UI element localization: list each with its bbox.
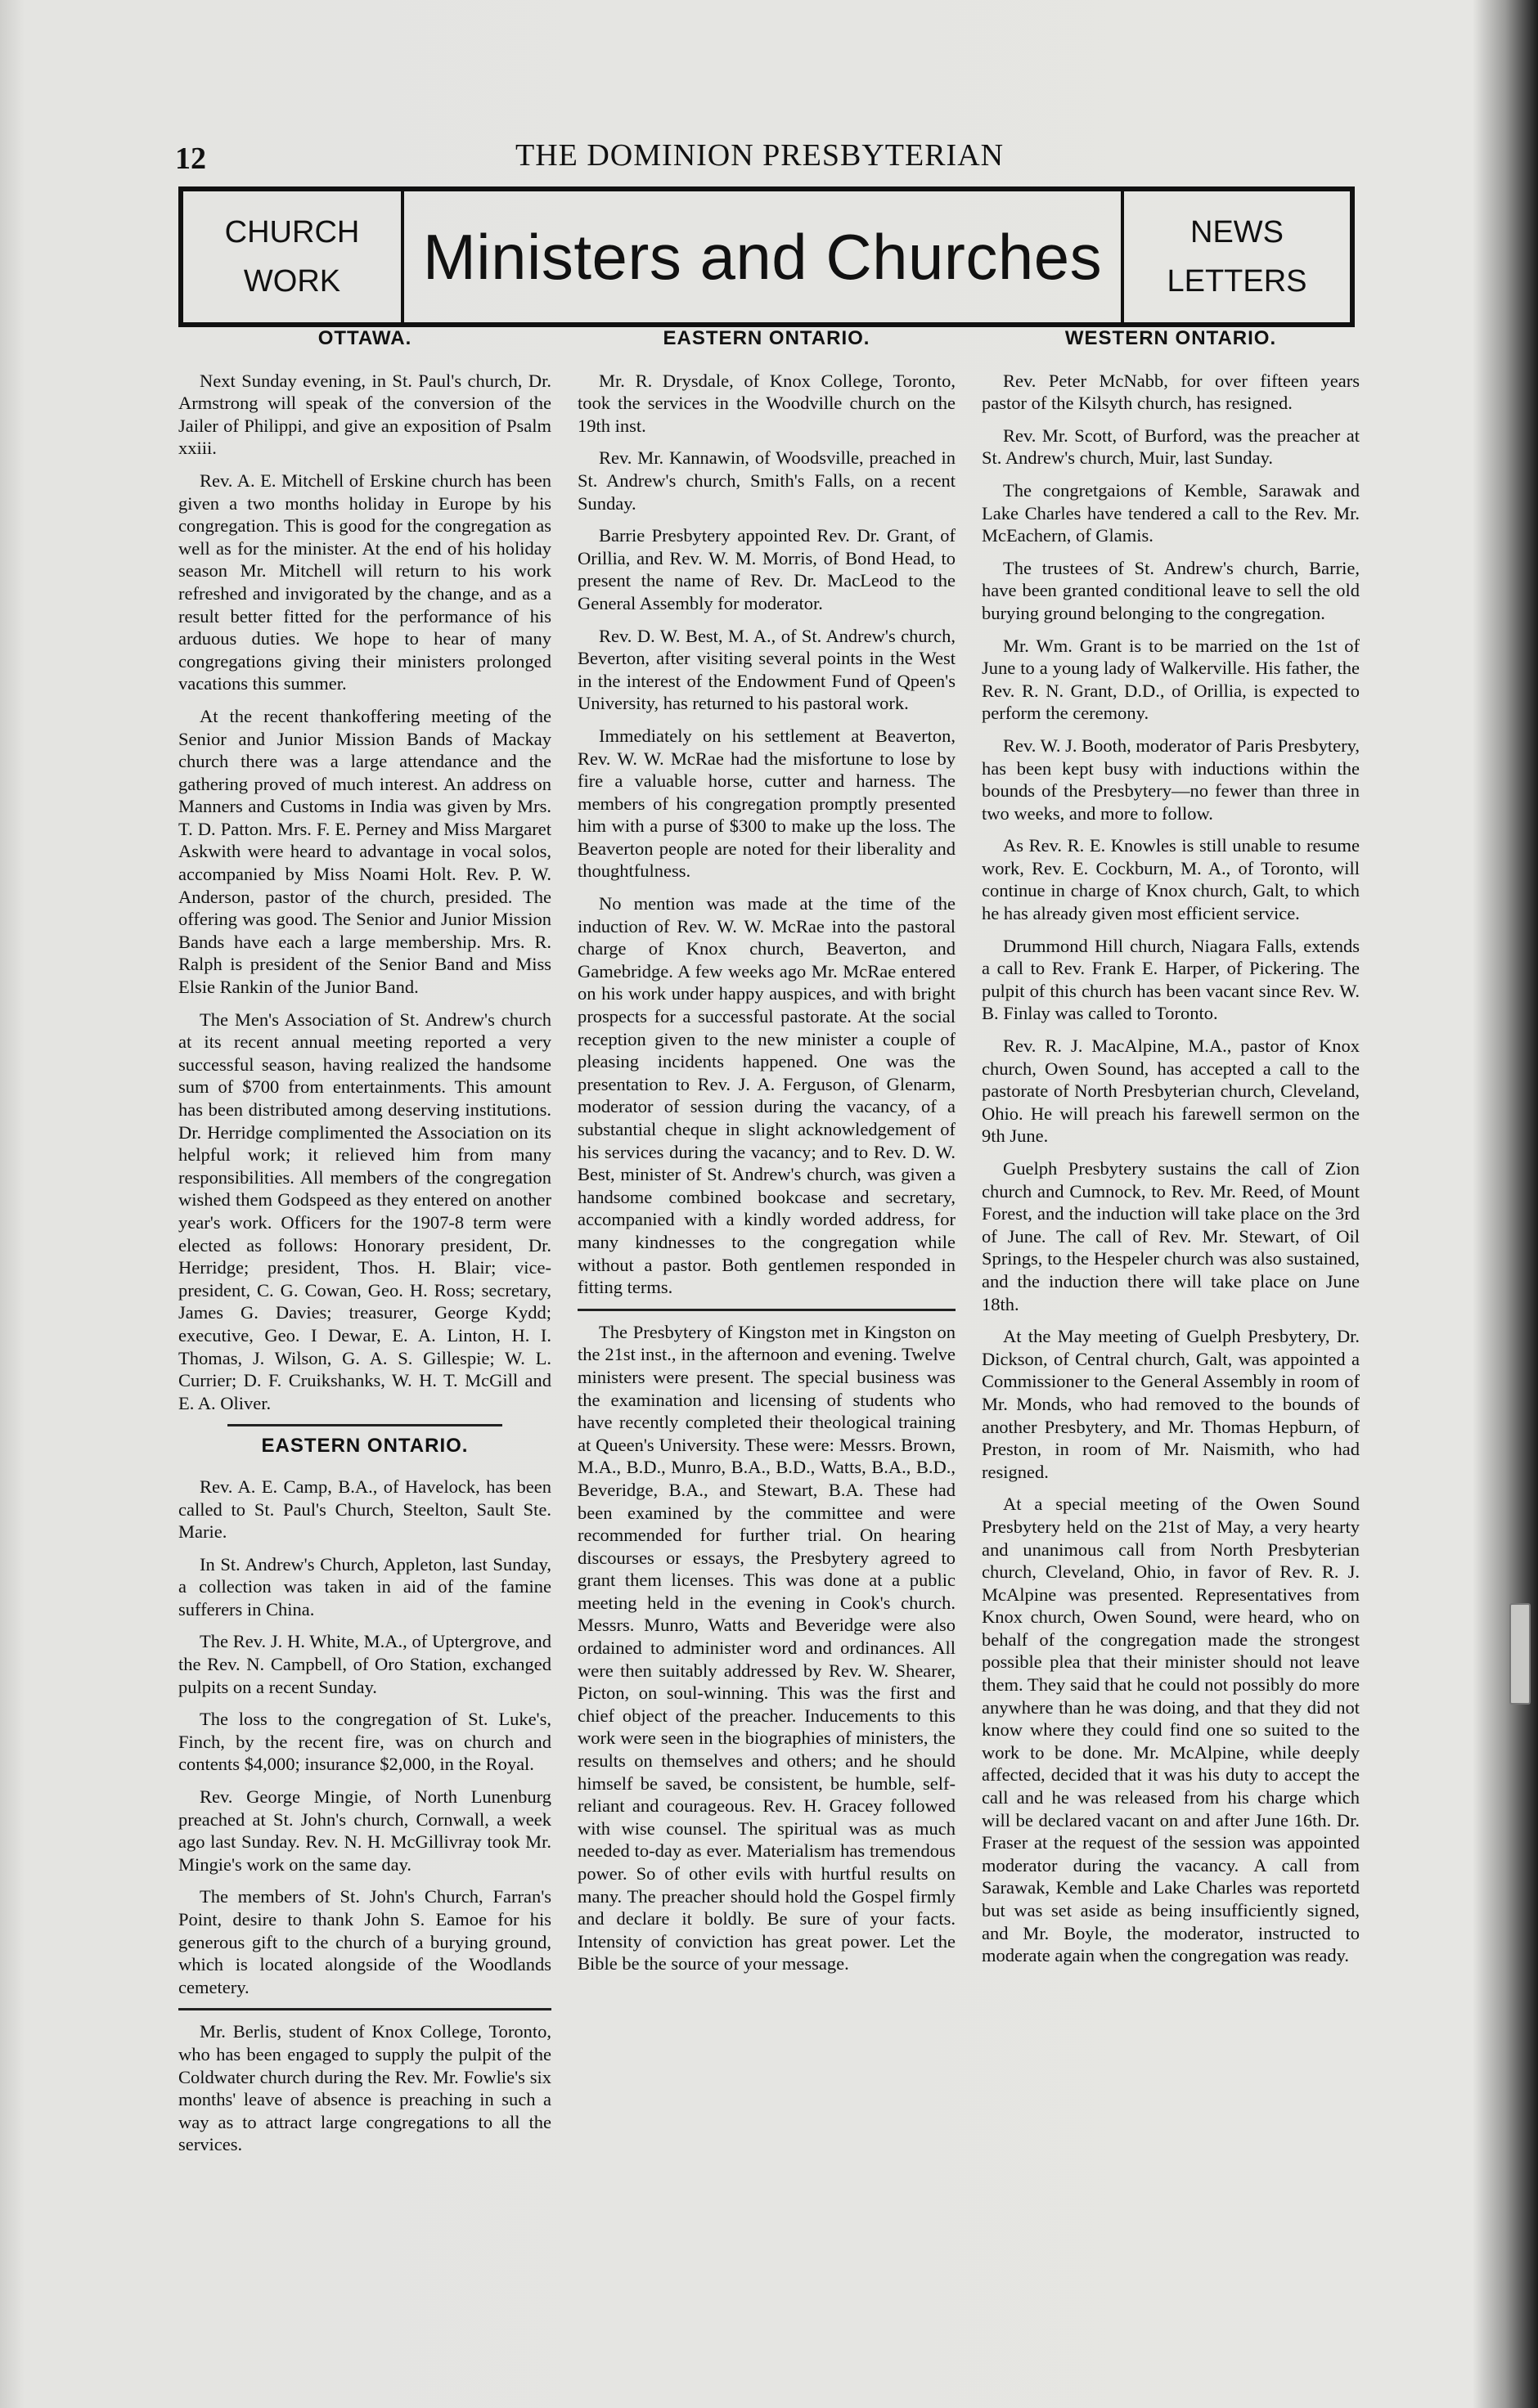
article-paragraph: Mr. R. Drysdale, of Knox College, Toronto, took the services in the Woodville church on the 19th inst. [578,370,956,436]
column-heading: OTTAWA. [317,327,412,349]
banner-title: Ministers and Churches [422,220,1103,293]
article-paragraph: Rev. A. E. Camp, B.A., of Havelock, has been called to St. Paul's Church, Steelton, Sault Ste. Marie. [178,1476,551,1543]
article-paragraph: At the May meeting of Guelph Presbytery, Dr. Dickson, of Central church, Galt, was appointed a Commissioner to the General Assembly in room of Mr. Monds, who had removed to the bounds of another Presbytery, and Mr. Thomas Hepburn, of Preston, in room of Mr. Naismith, who had resigned. [982,1326,1360,1482]
article-paragraph: Rev. D. W. Best, M. A., of St. Andrew's church, Beverton, after visiting several points in the West in the interest of the Endowment Fund of Qpeen's University, has returned to his pastoral work. [578,625,956,714]
article-paragraph: The congretgaions of Kemble, Sarawak and Lake Charles have tendered a call to the Rev. Mr. McEachern, of Glamis. [982,479,1360,546]
banner-right-line-2: LETTERS [1167,264,1307,299]
column-western-ontario [982,327,1360,1977]
article-paragraph: The Rev. J. H. White, M.A., of Uptergrove, and the Rev. N. Campbell, of Oro Station, exchanged pulpits on a recent Sunday. [178,1631,551,1697]
article-paragraph: The Presbytery of Kingston met in Kingston on the 21st inst., in the afternoon and evening. Twelve ministers were present. The special business was the examination and licensing of students who have recently completed their theological training at Queen's University. These were: Messrs. Brown, M.A., B.D., Munro, B.A., B.D., Watts, B.A., B.D., Beveridge, B.A., and Stewart, B.A. These had been examined by the committee and were recommended for further trial. On hearing discourses or essays, the Presbytery agreed to grant them licenses. This was done at a public meeting held in the evening in Cook's church. Messrs. Munro, Watts and Beveridge were also ordained to administer word and ordinances. All were then suitably addressed by Rev. W. Shearer, Picton, on soul-winning. This was the first and chief object of the preacher. Inducements to this work were seen in the biographies of ministers, the results on themselves and others; and he should himself be saved, be consistent, be humble, self-reliant and courageous. Rev. H. Gracey followed with wise counsel. The spiritual was as much needed to-day as ever. Materialism has tremendous power. So of other evils with hurtful results on many. The preacher should hold the Gospel firmly and declare it boldly. Be sure of your facts. Intensity of conviction has great power. Let the Bible be the source of your message. [578,1309,956,1975]
section-banner [178,186,1355,327]
article-paragraph: Mr. Wm. Grant is to be married on the 1st of June to a young lady of Walkerville. His father, the Rev. R. N. Grant, D.D., of Orillia, is expected to perform the ceremony. [982,635,1360,724]
article-paragraph: At the recent thankoffering meeting of the Senior and Junior Mission Bands of Mackay church there was a large attendance and the gathering proved of much interest. An address on Manners and Customs in India was given by Mrs. T. D. Patton. Mrs. F. E. Perney and Miss Margaret Askwith were heard to advantage in vocal solos, accompanied by Miss Noami Holt. Rev. P. W. Anderson, pastor of the church, presided. The offering was good. The Senior and Junior Mission Bands have each a large membership. Mrs. R. Ralph is president of the Senior Band and Miss Elsie Rankin of the Junior Band. [178,705,551,998]
running-head: THE DOMINION PRESBYTERIAN [515,138,1005,173]
banner-left-line-1: CHURCH [224,215,360,249]
article-paragraph: Mr. Berlis, student of Knox College, Toronto, who has been engaged to supply the pulpit of the Coldwater church during the Rev. Mr. Fowlie's six months' leave of absence is preaching in such a way as to attract large congregations to all the services. [178,2008,551,2156]
binding-clip [1509,1603,1531,1705]
article-paragraph: Rev. Mr. Scott, of Burford, was the preacher at St. Andrew's church, Muir, last Sunday. [982,425,1360,469]
column-eastern-ontario [578,327,956,1985]
banner-right-line-1: NEWS [1190,215,1284,249]
article-paragraph: Barrie Presbytery appointed Rev. Dr. Grant, of Orillia, and Rev. W. M. Morris, of Bond Head, to present the name of Rev. Dr. MacLeod to the General Assembly for moderator. [578,525,956,613]
banner-left-line-2: WORK [243,264,341,299]
banner-left-box [183,191,404,322]
article-paragraph: The trustees of St. Andrew's church, Barrie, have been granted conditional leave to sell the old burying ground belonging to the congregation. [982,557,1360,623]
page-number: 12 [175,142,206,176]
article-paragraph: The Men's Association of St. Andrew's church at its recent annual meeting reported a very successful season, having realized the handsome sum of $700 from entertainments. This amount has been distributed among deserving institutions. Dr. Herridge complimented the Association on its helpful work; it relieved him from many responsibilities. All members of the congregation wished them Godspeed as they entered on another year's work. Officers for the 1907-8 term were elected as follows: Honorary president, Dr. Herridge; president, Thos. H. Blair; vice-president, C. G. Cowan, Geo. H. Ross; secretary, James G. Davies; treasurer, George Kydd; executive, Geo. I Dewar, E. A. Linton, H. I. Thomas, J. Wilson, G. A. S. Gillespie; W. L. Currier; D. F. Cruikshanks, W. H. T. McGill and E. A. Oliver. [178,1009,551,1413]
article-paragraph: No mention was made at the time of the induction of Rev. W. W. McRae into the pastoral charge of Knox church, Beaverton, and Gamebridge. A few weeks ago Mr. McRae entered on his work under happy auspices, and with bright prospects for a successful pastorate. At the social reception given to the new minister a couple of pleasing incidents happened. One was the presentation to Rev. J. A. Ferguson, of Glenarm, moderator of session during the vacancy, of a substantial cheque in slight acknowledgement of his services during the vacancy; and to Rev. D. W. Best, minister of St. Andrew's church, was given a handsome combined bookcase and secretary, accompanied with a kindly worded address, for many kindnesses to the congregation while without a pastor. Both gentlemen responded in fitting terms. [578,893,956,1298]
article-paragraph: Next Sunday evening, in St. Paul's church, Dr. Armstrong will speak of the conversion of the Jailer of Philippi, and give an exposition of Psalm xxiii. [178,370,551,459]
article-paragraph: Rev. W. J. Booth, moderator of Paris Presbytery, has been kept busy with inductions within the bounds of the Presbytery—no fewer than three in two weeks, and more to follow. [982,735,1360,824]
column-ottawa [178,327,551,2166]
column-subheading: EASTERN ONTARIO. [227,1424,502,1458]
article-paragraph: Immediately on his settlement at Beaverton, Rev. W. W. McRae had the misfortune to lose by fire a valuable horse, cutter and harness. The members of his congregation promptly presented him with a purse of $300 to make up the loss. The Beaverton people are noted for their liberality and thoughtfulness. [578,725,956,882]
article-paragraph: In St. Andrew's Church, Appleton, last Sunday, a collection was taken in aid of the famine sufferers in China. [178,1553,551,1620]
article-paragraph: Rev. R. J. MacAlpine, M.A., pastor of Knox church, Owen Sound, has accepted a call to the pastorate of North Presbyterian church, Cleveland, Ohio. He will preach his farewell sermon on the 9th June. [982,1036,1360,1147]
banner-right-box [1121,191,1350,322]
article-paragraph: Guelph Presbytery sustains the call of Zion church and Cumnock, to Rev. Mr. Reed, of Mount Forest, and the induction will take place on the 3rd of June. The call of Rev. Mr. Stewart, of Oil Springs, to the Hespeler church was also sustained, and the induction there will take place on June 18th. [982,1158,1360,1314]
article-paragraph: At a special meeting of the Owen Sound Presbytery held on the 21st of May, a very hearty and unanimous call from North Presbyterian church, Cleveland, Ohio, in favor of Rev. R. J. McAlpine was presented. Representatives from Knox church, Owen Sound, were heard, who on behalf of the congregation made the strongest possible plea that their minister should not leave them. They said that he could not possibly do more anywhere than he was doing, and that they did not know where they could find one so suited to the work to be done. Mr. McAlpine, while deeply affected, decided that it was his duty to accept the call and he was released from his charge which will be declared vacant on and after June 16th. Dr. Fraser at the request of the session was appointed moderator during the vacancy. A call from Sarawak, Kemble and Lake Charles was reportetd but was set aside as being insufficiently signed, and Mr. Boyle, the moderator, instructed to moderate again when the congregation was ready. [982,1494,1360,1966]
column-heading: WESTERN ONTARIO. [1064,327,1277,349]
article-paragraph: Rev. Mr. Kannawin, of Woodsville, preached in St. Andrew's church, Smith's Falls, on a recent Sunday. [578,447,956,514]
article-paragraph: The loss to the congregation of St. Luke's, Finch, by the recent fire, was on church and contents $4,000; insurance $2,000, in the Royal. [178,1709,551,1775]
article-paragraph: As Rev. R. E. Knowles is still unable to resume work, Rev. E. Cockburn, M. A., of Toronto, will continue in charge of Knox church, Galt, to which he has already given most efficient service. [982,835,1360,924]
article-paragraph: Drummond Hill church, Niagara Falls, extends a call to Rev. Frank E. Harper, of Pickering. The pulpit of this church has been vacant since Rev. W. B. Finlay was called to Toronto. [982,935,1360,1024]
article-paragraph: Rev. A. E. Mitchell of Erskine church has been given a two months holiday in Europe by his congregation. This is good for the congregation as well as for the minister. At the end of his holiday season Mr. Mitchell will return to his work refreshed and invigorated by the change, and as a result better fitted for the performance of his arduous duties. We hope to hear of many congregations giving their ministers prolonged vacations this summer. [178,469,551,694]
column-heading: EASTERN ONTARIO. [663,327,870,349]
article-paragraph: Rev. Peter McNabb, for over fifteen years pastor of the Kilsyth church, has resigned. [982,370,1360,414]
article-paragraph: Rev. George Mingie, of North Lunenburg preached at St. John's church, Cornwall, a week ago last Sunday. Rev. N. H. McGillivray took Mr. Mingie's work on the same day. [178,1786,551,1875]
article-paragraph: The members of St. John's Church, Farran's Point, desire to thank John S. Eamoe for his generous gift to the church of a burying ground, which is located alongside of the Woodlands cemetery. [178,1886,551,1997]
